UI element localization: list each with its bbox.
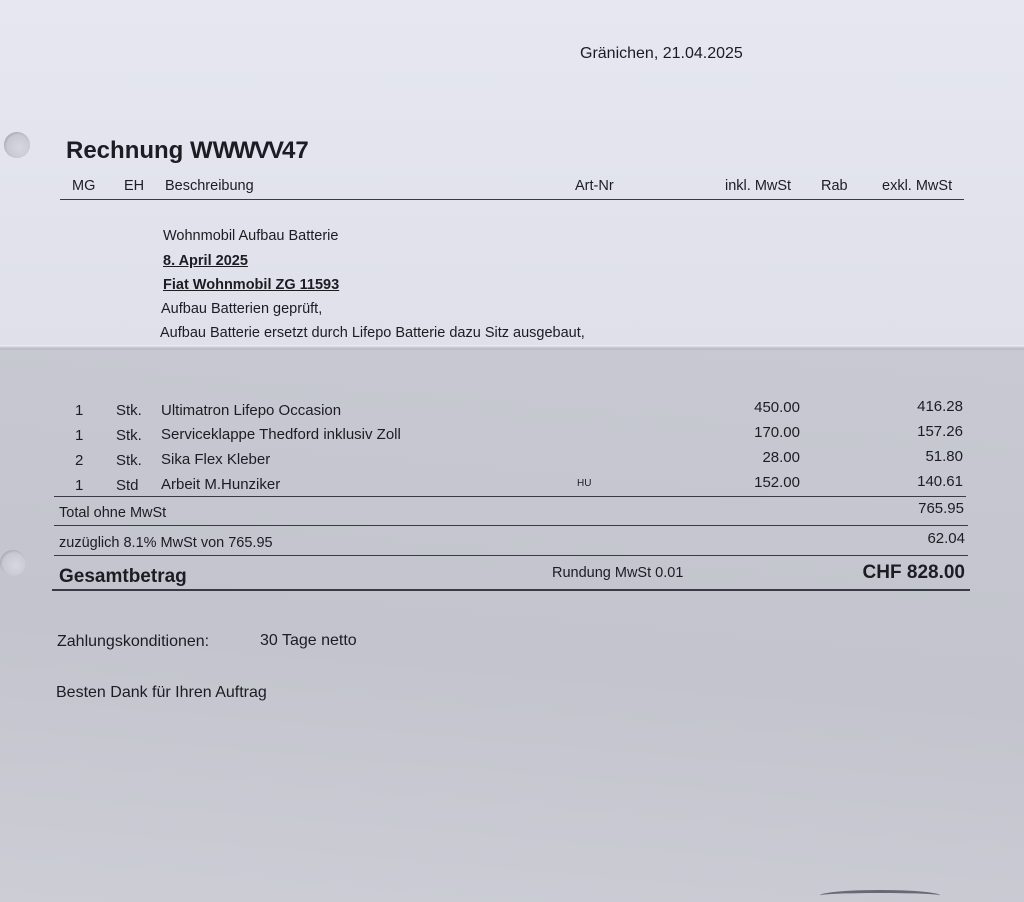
item-art-nr: HU xyxy=(577,478,592,489)
payment-terms-label: Zahlungskonditionen: xyxy=(57,633,210,650)
desc-line-1: Wohnmobil Aufbau Batterie xyxy=(163,228,339,244)
gross-rule xyxy=(52,589,970,591)
item-qty: 1 xyxy=(75,477,84,494)
punch-hole-bottom xyxy=(0,550,26,576)
gross-value: CHF 828.00 xyxy=(862,562,965,583)
signature-mark xyxy=(820,890,940,901)
col-header-discount: Rab xyxy=(821,178,848,194)
item-incl-vat: 152.00 xyxy=(754,474,800,491)
place-date: Gränichen, 21.04.2025 xyxy=(580,45,743,62)
desc-line-5: Aufbau Batterie ersetzt durch Lifepo Batterie dazu Sitz ausgebaut, xyxy=(160,325,585,341)
item-incl-vat: 450.00 xyxy=(754,399,800,416)
item-qty: 2 xyxy=(75,452,84,469)
item-excl-vat: 51.80 xyxy=(925,448,963,465)
item-excl-vat: 416.28 xyxy=(917,398,963,415)
paper-fold-line xyxy=(0,345,1024,351)
item-description: Arbeit M.Hunziker xyxy=(161,476,281,493)
item-unit: Stk. xyxy=(116,402,142,419)
col-header-eh: EH xyxy=(124,178,145,194)
item-unit: Stk. xyxy=(116,427,142,444)
header-rule xyxy=(60,199,964,200)
items-rule xyxy=(54,496,966,497)
col-header-mg: MG xyxy=(72,178,96,194)
desc-line-3: Fiat Wohnmobil ZG 11593 xyxy=(163,277,340,293)
col-header-art-nr: Art-Nr xyxy=(575,178,614,194)
item-unit: Stk. xyxy=(116,452,142,469)
vat-rule xyxy=(54,555,968,556)
vat-label: zuzüglich 8.1% MwSt von 765.95 xyxy=(59,535,273,551)
gross-label: Gesamtbetrag xyxy=(59,566,187,587)
item-description: Ultimatron Lifepo Occasion xyxy=(161,402,342,419)
item-incl-vat: 170.00 xyxy=(754,424,800,441)
net-rule xyxy=(54,525,968,526)
rounding-note: Rundung MwSt 0.01 xyxy=(552,565,684,581)
desc-line-4: Aufbau Batterien geprüft, xyxy=(161,301,323,317)
thanks-note: Besten Dank für Ihren Auftrag xyxy=(56,684,267,701)
item-qty: 1 xyxy=(75,427,84,444)
item-description: Sika Flex Kleber xyxy=(161,451,271,468)
total-net-value: 765.95 xyxy=(918,500,964,517)
item-unit: Std xyxy=(116,477,139,494)
item-description: Serviceklappe Thedford inklusiv Zoll xyxy=(161,426,401,443)
item-excl-vat: 140.61 xyxy=(917,473,963,490)
col-header-excl-vat: exkl. MwSt xyxy=(882,178,953,194)
vat-value: 62.04 xyxy=(927,530,965,547)
paper-upper-half xyxy=(0,0,1024,348)
col-header-incl-vat: inkl. MwSt xyxy=(725,178,792,194)
item-excl-vat: 157.26 xyxy=(917,423,963,440)
item-qty: 1 xyxy=(75,402,84,419)
payment-terms-value: 30 Tage netto xyxy=(260,632,357,649)
total-net-label: Total ohne MwSt xyxy=(59,505,167,521)
punch-hole-top xyxy=(4,132,30,158)
desc-line-2: 8. April 2025 xyxy=(163,253,248,269)
invoice-title: Rechnung WWWVV47 xyxy=(66,137,309,164)
col-header-description: Beschreibung xyxy=(165,178,254,194)
item-incl-vat: 28.00 xyxy=(762,449,800,466)
